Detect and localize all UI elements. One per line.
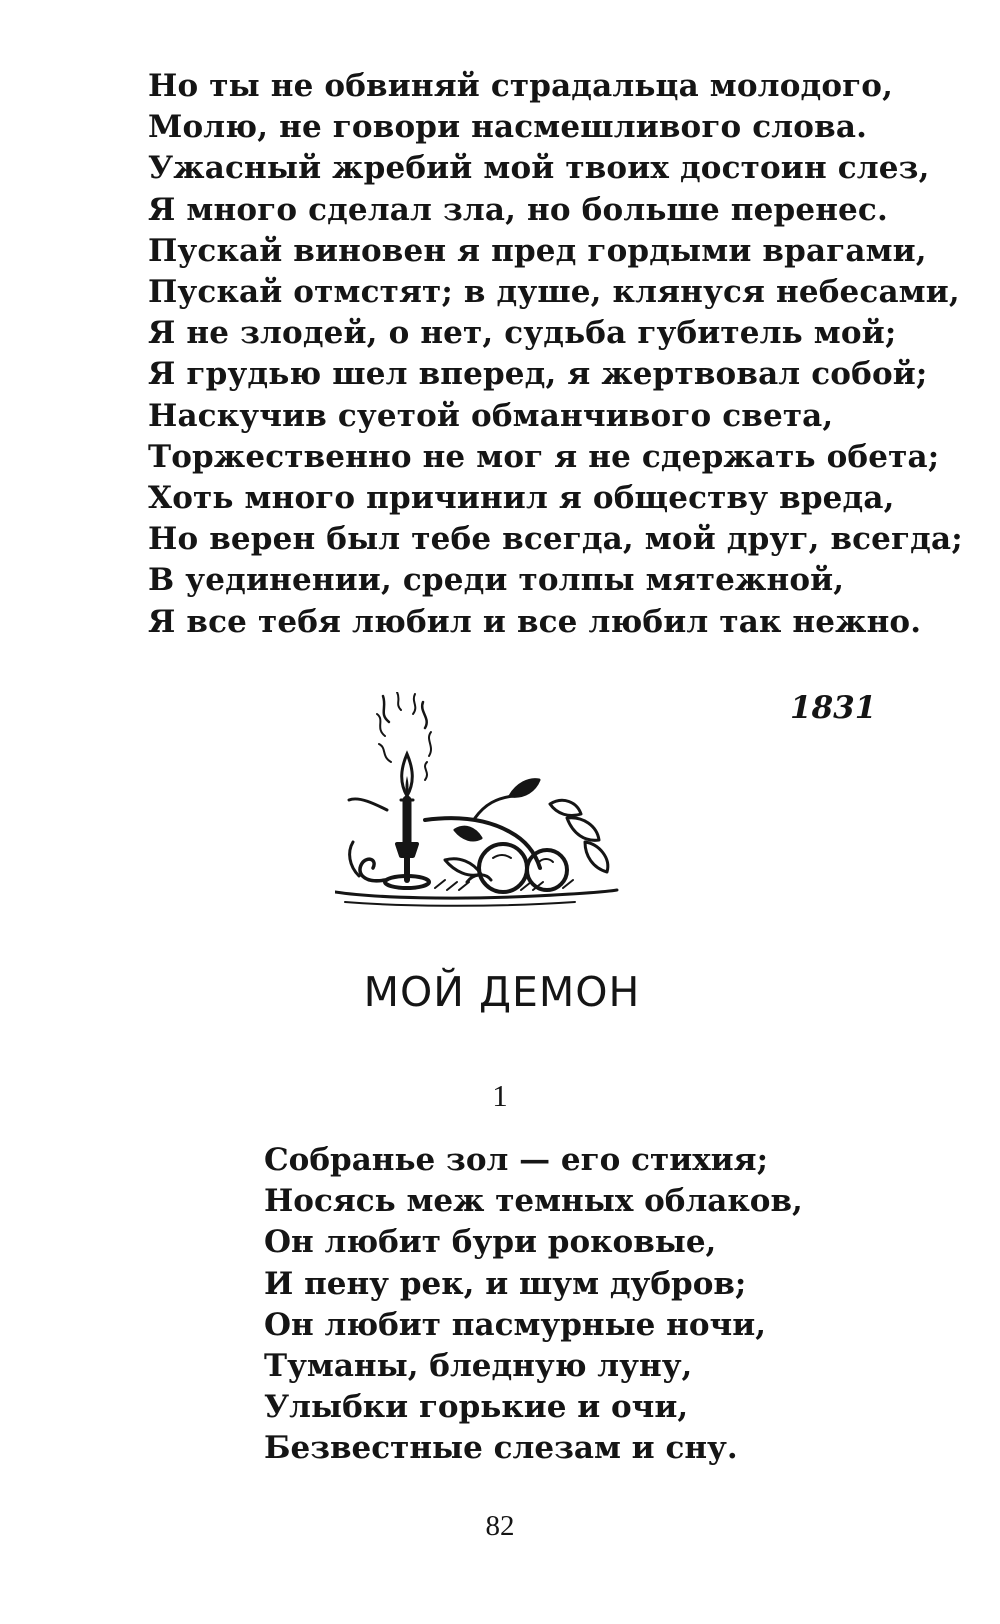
poem-year: 1831	[790, 690, 877, 726]
poem-line: В уединении, среди толпы мятежной,	[148, 562, 845, 599]
poem-line: Молю, не говори насмешливого слова.	[148, 109, 868, 146]
poem-line: Носясь меж темных облаков,	[264, 1183, 803, 1220]
poem-line: Торжественно не мог я не сдержать обета;	[148, 438, 940, 475]
poem-line: И пену рек, и шум дубров;	[264, 1265, 747, 1302]
poem-line: Пускай отмстят; в душе, клянуся небесами,	[148, 274, 960, 311]
poem-line: Туманы, бледную луну,	[264, 1348, 693, 1385]
poem-line: Я много сделал зла, но больше перенес.	[148, 191, 888, 228]
poem-line: Пускай виновен я пред гордыми врагами,	[148, 232, 927, 269]
poem-line: Я не злодей, о нет, судьба губитель мой;	[148, 315, 897, 352]
poem-stanza	[264, 1140, 904, 1470]
poem-line: Я все тебя любил и все любил так нежно.	[148, 603, 922, 640]
candle-and-fruit-vignette-icon	[335, 692, 640, 924]
poem-line: Но ты не обвиняй страдальца молодого,	[148, 68, 894, 104]
poem-line: Ужасный жребий мой твоих достоин слез,	[148, 150, 930, 187]
poem-line: Он любит бури роковые,	[264, 1224, 717, 1261]
poem-line: Хоть много причинил я обществу вреда,	[148, 480, 895, 517]
poem-line: Улыбки горькие и очи,	[264, 1389, 689, 1426]
poem-title: МОЙ ДЕМОН	[363, 968, 641, 1016]
poem-line: Наскучив суетой обманчивого света,	[148, 397, 834, 434]
poem-continuation-stanza	[148, 66, 963, 643]
poem-line: Я грудью шел вперед, я жертвовал собой;	[148, 356, 928, 393]
section-number: 1	[492, 1078, 508, 1113]
poem-line: Собранье зол — его стихия;	[264, 1142, 769, 1178]
poem-line: Он любит пасмурные ночи,	[264, 1306, 767, 1343]
page-number: 82	[485, 1510, 515, 1542]
poem-line: Но верен был тебе всегда, мой друг, всегда;	[148, 521, 963, 558]
poem-line: Безвестные слезам и сну.	[264, 1430, 738, 1467]
